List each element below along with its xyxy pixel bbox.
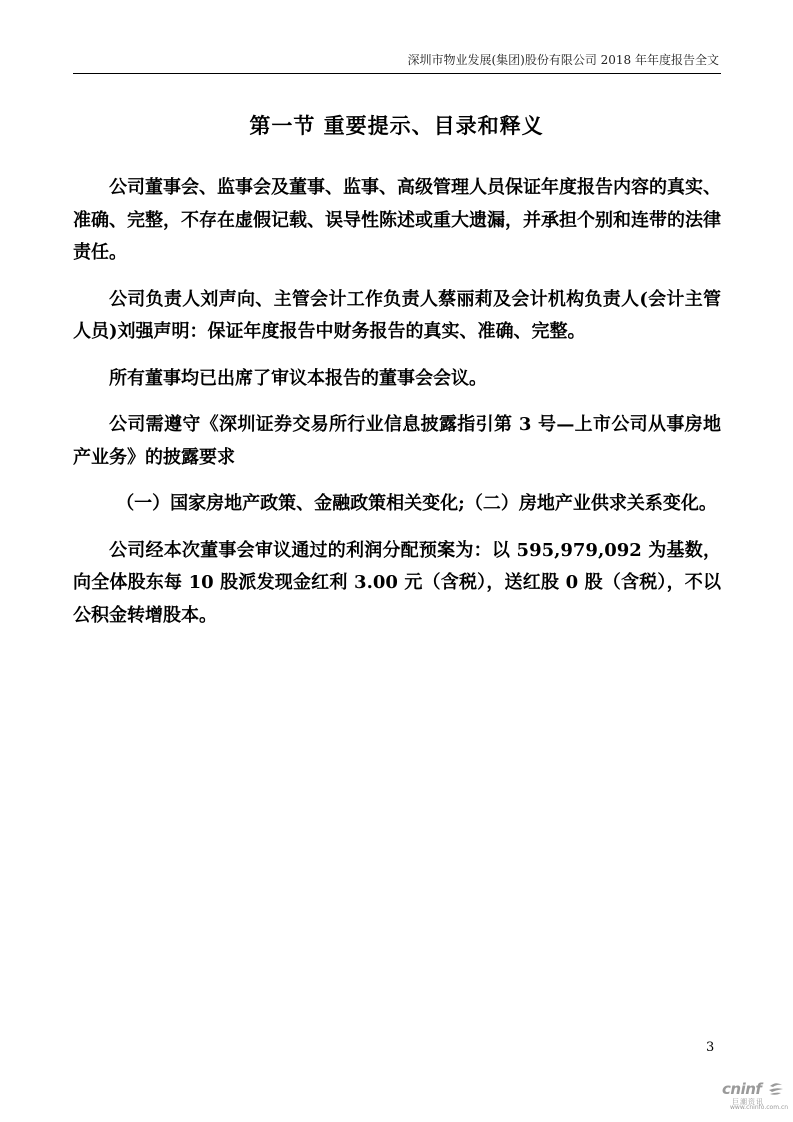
paragraph-risk-factors: （一）国家房地产政策、金融政策相关变化;（二）房地产业供求关系变化。 — [116, 493, 717, 514]
cninfo-logo — [722, 1080, 788, 1112]
paragraph-profit-distribution: 公司经本次董事会审议通过的利润分配预案为：以 595,979,092 为基数，向全体股东每 10 股派发现金红利 3.00 元（含税），送红股 0 股（含税），不以公积金转增股本。 — [73, 539, 721, 626]
logo-chinese-name: 巨潮资讯 — [732, 1098, 764, 1106]
header-divider — [73, 73, 721, 74]
page-number: 3 — [706, 1040, 715, 1055]
paragraph-board-attendance: 所有董事均已出席了审议本报告的董事会会议。 — [109, 367, 487, 389]
paragraph-disclosure-guideline: 公司需遵守《深圳证券交易所行业信息披露指引第 3 号—上市公司从事房地产业务》的披露要求 — [73, 414, 721, 468]
logo-url: www.cninfo.com.cn — [730, 1104, 789, 1111]
cninfo-swirl-icon — [767, 1081, 785, 1097]
section-title: 第一节 重要提示、目录和释义 — [249, 113, 544, 138]
logo-wordmark: cninf — [722, 1080, 762, 1098]
document-body — [73, 172, 721, 646]
running-header: 深圳市物业发展(集团)股份有限公司 2018 年年度报告全文 — [407, 53, 719, 67]
paragraph-financial-declaration: 公司负责人刘声向、主管会计工作负责人蔡丽莉及会计机构负责人(会计主管人员)刘强声明：保证年度报告中财务报告的真实、准确、完整。 — [73, 288, 721, 342]
paragraph-responsibility-statement: 公司董事会、监事会及董事、监事、高级管理人员保证年度报告内容的真实、准确、完整，不存在虚假记载、误导性陈述或重大遗漏，并承担个别和连带的法律责任。 — [73, 177, 721, 263]
